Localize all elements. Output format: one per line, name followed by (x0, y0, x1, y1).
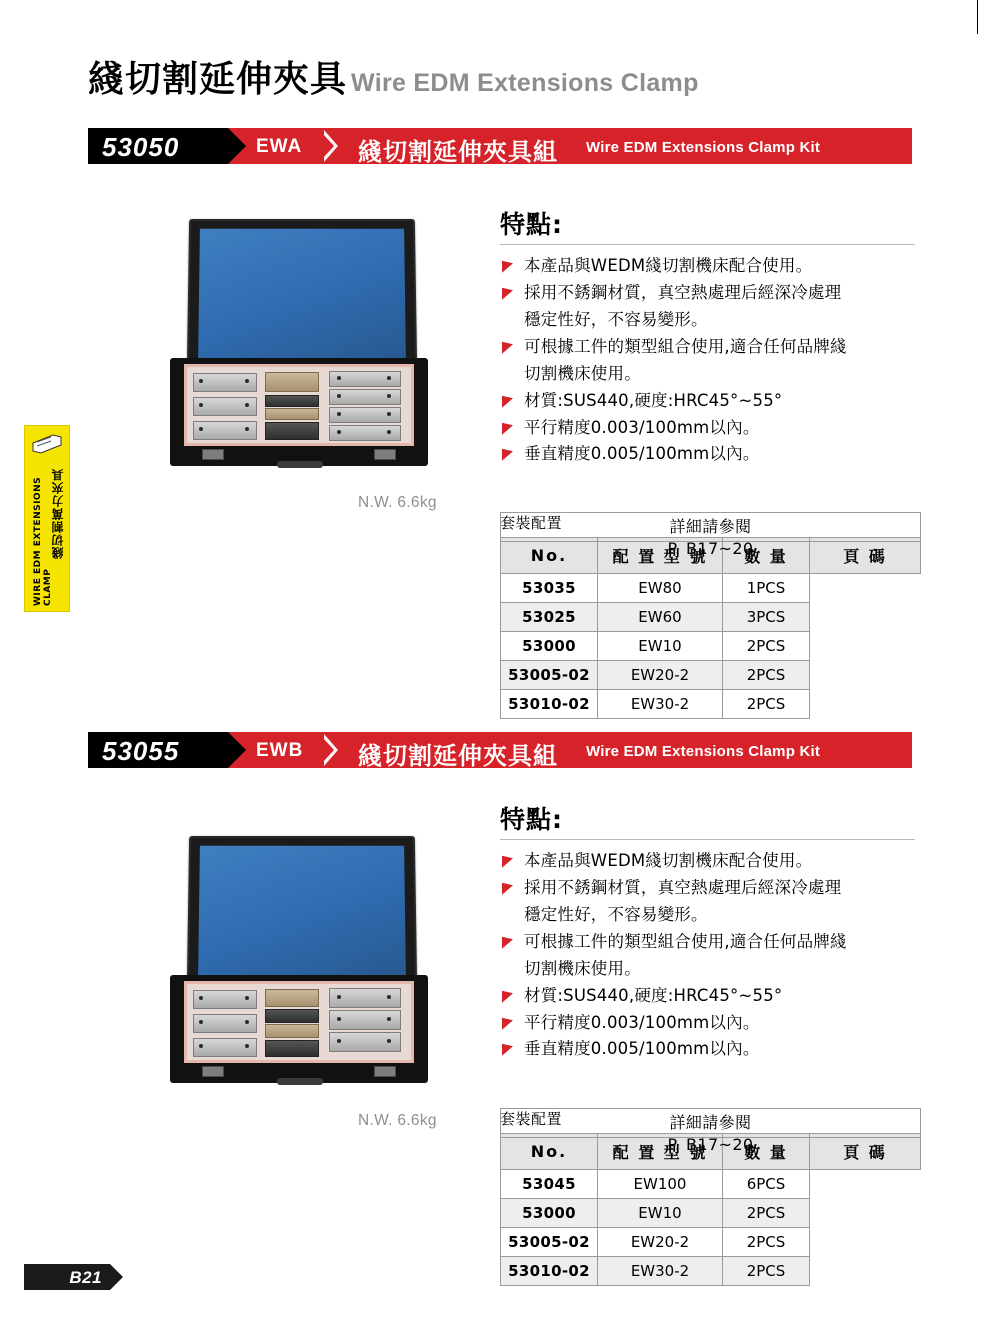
cell-qty: 2PCS (723, 661, 810, 690)
bullet-icon (502, 852, 513, 868)
product-series: EWB (256, 740, 304, 761)
product-code: 53050 (102, 132, 180, 162)
bullet-icon (502, 257, 513, 273)
th-model: 配 置 型 號 (598, 1134, 723, 1170)
cell-qty: 2PCS (723, 1257, 810, 1286)
product-banner-53055 (88, 732, 912, 768)
clamp-icon (31, 431, 63, 459)
cell-model: EW20-2 (598, 1228, 723, 1257)
feature-item: 材質:SUS440,硬度:HRC45°~55° (500, 389, 915, 413)
features-53050 (500, 205, 915, 469)
case-illustration (170, 218, 425, 470)
table-row (501, 690, 921, 719)
chevron-icon (324, 732, 346, 768)
bullet-icon (502, 392, 513, 408)
cell-model: EW30-2 (598, 690, 723, 719)
cell-model: EW80 (598, 574, 723, 603)
feature-item-cont: 穩定性好，不容易變形。 (524, 904, 708, 924)
cell-page-ref: 詳細請參閱 P. B17~20 (500, 1108, 921, 1138)
th-qty: 數 量 (723, 1134, 810, 1170)
cell-qty: 2PCS (723, 1199, 810, 1228)
table-row (501, 1228, 921, 1257)
bullet-icon (502, 1014, 513, 1030)
table-row (501, 1257, 921, 1286)
table-row (501, 603, 921, 632)
th-no: No. (501, 1134, 598, 1170)
cell-model: EW100 (598, 1170, 723, 1199)
cell-model: EW10 (598, 1199, 723, 1228)
table-row (501, 1199, 921, 1228)
bullet-icon (502, 879, 513, 895)
cell-no: 53005-02 (501, 661, 598, 690)
case-illustration (170, 835, 425, 1087)
feature-item-cont: 切割機床使用。 (524, 363, 641, 383)
case-lid (187, 219, 417, 371)
case-tray (184, 364, 414, 446)
feature-item: 材質:SUS440,硬度:HRC45°~55° (500, 984, 915, 1008)
table-row (501, 632, 921, 661)
cell-no: 53005-02 (501, 1228, 598, 1257)
feature-item: 垂直精度0.005/100mm以內。 (500, 1037, 915, 1061)
cell-qty: 6PCS (723, 1170, 810, 1199)
bullet-icon (502, 446, 513, 462)
cell-no: 53025 (501, 603, 598, 632)
case-latch-left (202, 449, 224, 460)
cell-model: EW60 (598, 603, 723, 632)
case-handle (277, 461, 323, 468)
case-latch-right (374, 1066, 396, 1077)
side-tab (24, 425, 70, 612)
feature-item: 平行精度0.003/100mm以內。 (500, 416, 915, 440)
table-row (501, 661, 921, 690)
page-title-cn: 綫切割延伸夾具 (88, 59, 348, 100)
feature-item: 採用不銹鋼材質，真空熱處理后經深冷處理 (500, 876, 915, 900)
th-qty: 數 量 (723, 538, 810, 574)
cell-qty: 2PCS (723, 632, 810, 661)
th-page: 頁 碼 (810, 1134, 921, 1170)
table-row (501, 1170, 921, 1199)
feature-item: 平行精度0.003/100mm以內。 (500, 1011, 915, 1035)
bullet-icon (502, 419, 513, 435)
page-title-en: Wire EDM Extensions Clamp (351, 68, 699, 97)
page-title (88, 59, 699, 100)
cell-page-ref: 詳細請參閱 P. B17~20 (500, 512, 921, 542)
cell-no: 53010-02 (501, 690, 598, 719)
features-title: 特點: (500, 210, 563, 239)
kit-table-53055 (500, 1108, 921, 1286)
cell-qty: 2PCS (723, 1228, 810, 1257)
feature-item-cont: 切割機床使用。 (524, 958, 641, 978)
product-name-cn: 綫切割延伸夾具組 (358, 138, 558, 166)
side-tab-label-en: WIRE EDM EXTENSIONS CLAMP (33, 476, 53, 606)
page-number: B21 (69, 1268, 102, 1287)
bullet-icon (502, 933, 513, 949)
table-row (501, 574, 921, 603)
feature-item: 採用不銹鋼材質，真空熱處理后經深冷處理 (500, 281, 915, 305)
divider (500, 839, 915, 840)
cell-qty: 1PCS (723, 574, 810, 603)
net-weight-53055: N.W. 6.6kg (358, 1112, 437, 1129)
cell-no: 53000 (501, 632, 598, 661)
product-series: EWA (256, 136, 303, 157)
bullet-icon (502, 987, 513, 1003)
net-weight-53050: N.W. 6.6kg (358, 494, 437, 511)
bullet-icon (502, 338, 513, 354)
cell-model: EW20-2 (598, 661, 723, 690)
case-handle (277, 1078, 323, 1085)
th-model: 配 置 型 號 (598, 538, 723, 574)
features-title: 特點: (500, 805, 563, 834)
case-lid-foam (198, 229, 406, 360)
side-tab-text (25, 466, 69, 606)
kit-table-53050 (500, 512, 921, 719)
features-list (500, 849, 915, 1061)
registration-mark (977, 0, 978, 34)
case-latch-left (202, 1066, 224, 1077)
side-tab-label-cn: 綫切割萬力夾具 (51, 468, 65, 559)
product-name-en: Wire EDM Extensions Clamp Kit (586, 139, 821, 156)
feature-item: 本產品與WEDM綫切割機床配合使用。 (500, 254, 915, 278)
product-name-cn: 綫切割延伸夾具組 (358, 742, 558, 770)
feature-item: 垂直精度0.005/100mm以內。 (500, 442, 915, 466)
product-banner-53050 (88, 128, 912, 164)
cell-qty: 2PCS (723, 690, 810, 719)
product-name-en: Wire EDM Extensions Clamp Kit (586, 743, 821, 760)
case-lid-foam (198, 846, 406, 977)
cell-no: 53045 (501, 1170, 598, 1199)
feature-item: 可根據工件的類型組合使用,適合任何品牌綫 (500, 335, 915, 359)
th-no: No. (501, 538, 598, 574)
feature-item-cont: 穩定性好，不容易變形。 (524, 309, 708, 329)
features-53055 (500, 800, 915, 1064)
product-code: 53055 (102, 736, 180, 766)
divider (500, 244, 915, 245)
cell-no: 53010-02 (501, 1257, 598, 1286)
kit-caption: 套裝配置 (500, 514, 563, 532)
cell-no: 53000 (501, 1199, 598, 1228)
features-list (500, 254, 915, 466)
cell-no: 53035 (501, 574, 598, 603)
cell-model: EW10 (598, 632, 723, 661)
page-number-badge (24, 1264, 110, 1290)
case-lid (187, 836, 417, 988)
cell-model: EW30-2 (598, 1257, 723, 1286)
case-latch-right (374, 449, 396, 460)
chevron-icon (324, 128, 346, 164)
bullet-icon (502, 1041, 513, 1057)
bullet-icon (502, 284, 513, 300)
feature-item: 可根據工件的類型組合使用,適合任何品牌綫 (500, 930, 915, 954)
feature-item: 本產品與WEDM綫切割機床配合使用。 (500, 849, 915, 873)
cell-qty: 3PCS (723, 603, 810, 632)
kit-caption: 套裝配置 (500, 1110, 563, 1128)
th-page: 頁 碼 (810, 538, 921, 574)
case-tray (184, 981, 414, 1063)
